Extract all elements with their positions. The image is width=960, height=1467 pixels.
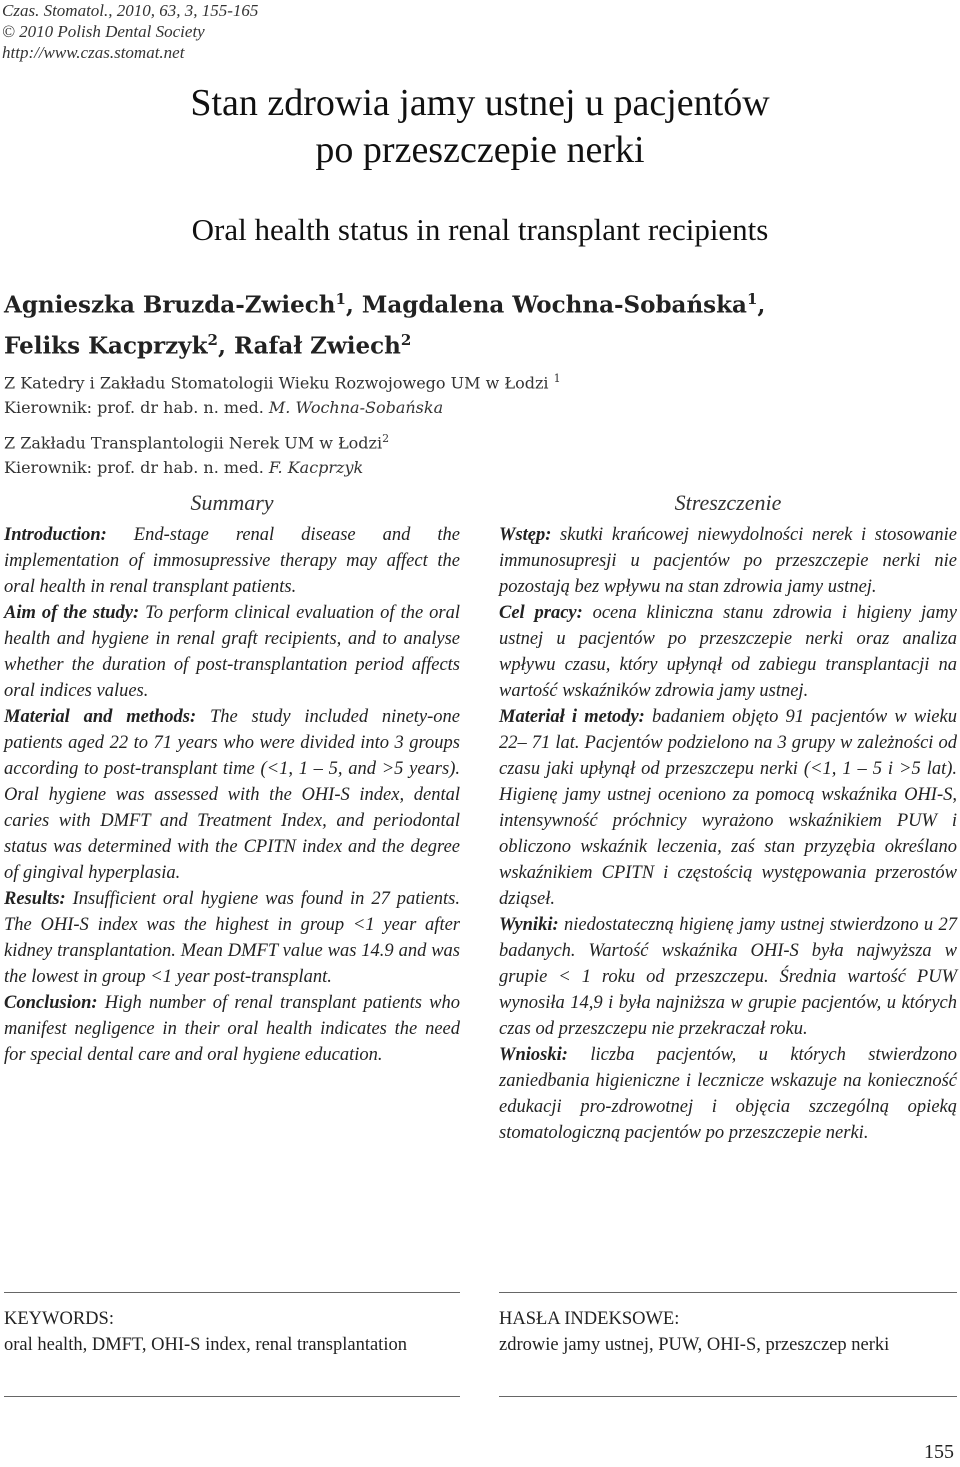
section-text: High number of renal transplant patients who manifest negligence in their oral health indicates the need for special dental care and oral hygiene education.: [4, 993, 460, 1065]
title-polish-line-2: po przeszczepie nerki: [315, 129, 645, 171]
summary-body: [4, 522, 460, 1068]
affiliation-dept: Z Zakładu Transplantologii Nerek UM w Łodzi: [4, 433, 383, 453]
affiliation-head-name: F. Kacprzyk: [268, 458, 364, 478]
section-label: Wstęp:: [499, 525, 552, 545]
streszczenie-section: [499, 704, 957, 912]
summary-section: [4, 600, 460, 704]
streszczenie-section: [499, 912, 957, 1042]
section-text: skutki krańcowej niewydolności nerek i stosowanie immunosupresji u pacjentów po przeszczepie nerki nie pozostają bez wpływu na stan zdrowia jamy ustnej.: [499, 525, 957, 597]
affiliation-dept: Z Katedry i Zakładu Stomatologii Wieku Rozwojowego UM w Łodzi: [4, 373, 549, 393]
title-polish-line-1: Stan zdrowia jamy ustnej u pacjentów: [190, 82, 770, 124]
affiliation-head-prefix: Kierownik: prof. dr hab. n. med.: [4, 458, 269, 478]
title-english: Oral health status in renal transplant recipients: [191, 212, 769, 247]
summary-heading: Summary: [190, 490, 274, 515]
journal-citation: Czas. Stomatol., 2010, 63, 3, 155-165: [2, 1, 259, 20]
streszczenie-body: [499, 522, 957, 1146]
summary-section: [4, 990, 460, 1068]
author-name: Feliks Kacprzyk: [4, 332, 208, 360]
author-affiliation-mark: 1: [335, 290, 346, 308]
section-text: ocena kliniczna stanu zdrowia i higieny jamy ustnej u pacjentów po przeszczepie nerki oraz analiza wpływu czasu, który upłynął od zabiegu transplantacji na wartość wskaźników zdrowia jamy ustnej.: [499, 603, 957, 701]
author-name: Agnieszka Bruzda-Zwiech: [4, 291, 336, 319]
section-label: Results:: [4, 889, 66, 909]
summary-column: [4, 486, 460, 1068]
author-list: Agnieszka Bruzda-Zwiech$^1$, Magdalena Wochna-Sobańska$^1$, Feliks Kacprzyk$^2$, Rafał Zwiech$^2$: [4, 290, 766, 360]
section-label: Cel pracy:: [499, 603, 583, 623]
keywords-english: [4, 1306, 460, 1358]
section-label: Material and methods:: [4, 707, 197, 727]
section-text: badaniem objęto 91 pacjentów w wieku 22– 71 lat. Pacjentów podzielono na 3 grupy w zależności od czasu jaki upłynął od przeszczepu nerki (<1, 1 – 5 i >5 lat). Higienę jamy ustnej oceniono za pomocą wskaźnika OHI-S, intensywność próchnicy wyrażono wskaźnikiem PUW i obliczono wskaźnik leczenia, zaś stan przyzębia określano wskaźnikiem CPITN i częstością występowania przerostów dziąseł.: [499, 707, 957, 909]
copyright-line: © 2010 Polish Dental Society: [2, 22, 205, 41]
keywords-text: zdrowie jamy ustnej, PUW, OHI-S, przeszczep nerki: [499, 1335, 890, 1355]
section-label: Introduction:: [4, 525, 107, 545]
affiliation-mark: 2: [382, 432, 390, 445]
keywords-bottom-divider: [4, 1396, 460, 1397]
keywords-text: oral health, DMFT, OHI-S index, renal transplantation: [4, 1335, 407, 1355]
section-label: Conclusion:: [4, 993, 98, 1013]
section-text: End-stage renal disease and the implementation of immosupressive therapy may affect the oral health in renal transplant patients.: [4, 525, 460, 597]
affiliation-head-prefix: Kierownik: prof. dr hab. n. med.: [4, 398, 269, 418]
journal-url[interactable]: http://www.czas.stomat.net: [2, 43, 185, 62]
summary-section: [4, 886, 460, 990]
title-polish: [0, 80, 960, 174]
keywords-pl-bottom-divider: [499, 1396, 957, 1397]
keywords-polish: [499, 1306, 957, 1358]
journal-header: [2, 0, 258, 63]
author-name: Rafał Zwiech: [233, 332, 401, 360]
author-affiliation-mark: 1: [746, 290, 758, 308]
summary-section: [4, 704, 460, 886]
streszczenie-section: [499, 522, 957, 600]
section-label: Materiał i metody:: [499, 707, 645, 727]
section-text: Insufficient oral hygiene was found in 27 patients. The OHI-S index was the highest in group <1 year after kidney transplantation. Mean DMFT value was 14.9 and was the lowest in group <1 year post-transplant.: [4, 889, 460, 987]
page-number: 155: [924, 1441, 954, 1463]
affiliation-head-name: M. Wochna-Sobańska: [268, 398, 444, 418]
section-text: niedostateczną higienę jamy ustnej stwierdzono u 27 badanych. Wartość wskaźnika OHI-S była najwyższa w grupie < 1 roku od przeszczepu. Średnia wartość PUW wynosiła 14,9 i była najniższa w grupie pacjentów, u których czas od przeszczepu nie przekraczał roku.: [499, 915, 957, 1039]
keywords-title: HASŁA INDEKSOWE:: [499, 1309, 680, 1329]
affiliation-1: [4, 366, 904, 420]
keywords-top-divider: [4, 1292, 460, 1293]
section-label: Aim of the study:: [4, 603, 140, 623]
author-affiliation-mark: 2: [400, 330, 412, 349]
section-text: To perform clinical evaluation of the oral health and hygiene in renal graft recipients, and to analyse whether the duration of post-transplantation period affects oral indices values.: [4, 603, 461, 701]
section-label: Wnioski:: [499, 1045, 568, 1065]
streszczenie-section: [499, 600, 957, 704]
section-label: Wyniki:: [499, 915, 559, 935]
streszczenie-section: [499, 1042, 957, 1146]
affiliation-mark: 1: [553, 372, 561, 385]
streszczenie-heading: Streszczenie: [674, 490, 782, 515]
summary-section: [4, 522, 460, 600]
keywords-pl-top-divider: [499, 1292, 957, 1293]
author-name: Magdalena Wochna-Sobańska: [361, 291, 747, 319]
streszczenie-column: [499, 486, 957, 1146]
keywords-title: KEYWORDS:: [4, 1309, 114, 1329]
affiliation-2: [4, 426, 904, 480]
author-affiliation-mark: 2: [207, 330, 218, 349]
section-text: The study included ninety-one patients aged 22 to 71 years who were divided into 3 groups according to post-transplant time (<1, 1 – 5, and >5 years). Oral hygiene was assessed with the OHI-S index, dental caries with DMFT and Treatment Index, and periodontal status was determined with the CPITN index and the degree of gingival hyperplasia.: [4, 707, 461, 883]
section-text: liczba pacjentów, u których stwierdzono zaniedbania higieniczne i lecznicze wskazuje na konieczność edukacji pro-zdrowotnej i objęcia szczególną opieką stomatologiczną pacjentów po przeszczepie nerki.: [499, 1045, 957, 1143]
